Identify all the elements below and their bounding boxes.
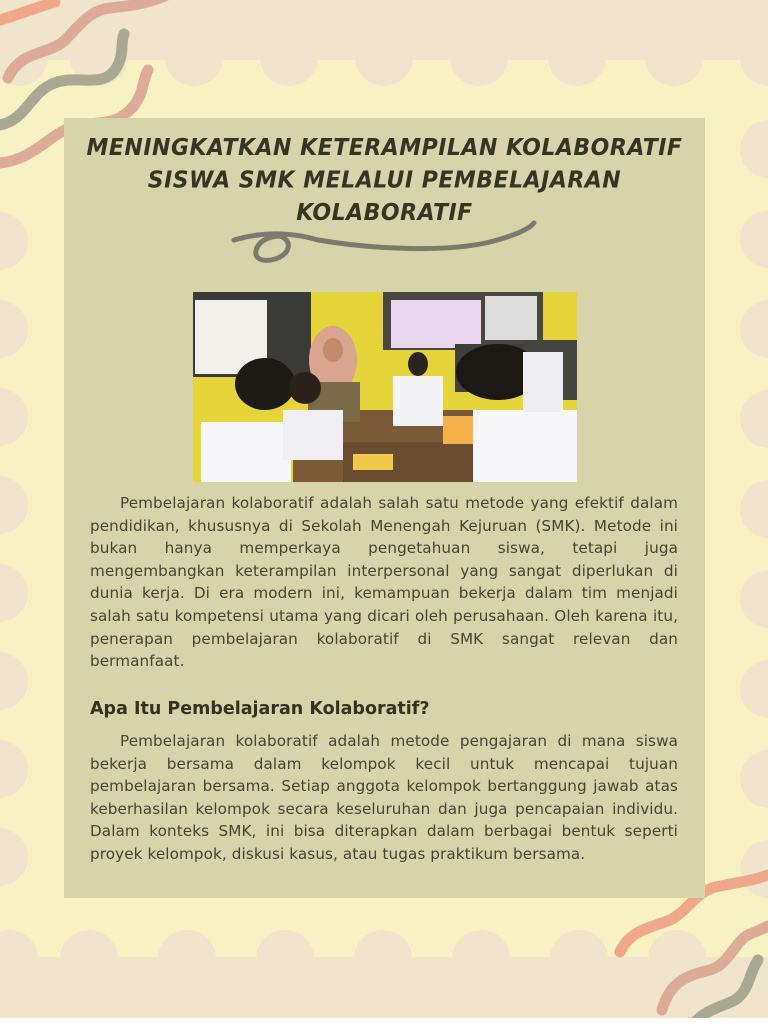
scallop xyxy=(740,120,768,178)
scallop xyxy=(740,660,768,718)
scallop xyxy=(0,300,28,358)
scallop xyxy=(740,750,768,808)
scallop xyxy=(158,930,216,988)
section-paragraph-text: Pembelajaran kolaboratif adalah metode pengajaran di mana siswa bekerja bersama dalam kelompok kecil untuk mencapai tujuan pembelajaran bersama. Setiap anggota kelompok bertanggung jawab atas keberhasilan kelompok secara keseluruhan dan juga pencapaian individu. Dalam konteks SMK, ini bisa diterapkan dalam berbagai bentuk seperti proyek kelompok, diskusi kasus, atau tugas praktikum bersama. xyxy=(90,732,678,863)
scallop xyxy=(0,212,28,270)
intro-paragraph-text: Pembelajaran kolaboratif adalah salah satu metode yang efektif dalam pendidikan, khususnya di Sekolah Menengah Kejuruan (SMK). Metode ini bukan hanya memperkaya pengetahuan siswa, tetapi juga mengembangkan keterampilan interpersonal yang sangat diperlukan di dunia kerja. Di era modern ini, kemampuan bekerja dalam tim menjadi salah satu kompetensi utama yang dicari oleh perusahaan. Oleh karena itu, penerapan pembelajaran kolaboratif di SMK sangat relevan dan bermanfaat. xyxy=(90,494,678,671)
scallop xyxy=(548,28,606,86)
scallop xyxy=(740,300,768,358)
classroom-photo xyxy=(193,292,577,482)
scallop xyxy=(740,210,768,268)
section-heading: Apa Itu Pembelajaran Kolaboratif? xyxy=(90,699,430,719)
title-underline-swoosh-icon xyxy=(228,218,548,270)
document-title xyxy=(64,132,705,230)
scallop xyxy=(355,28,413,86)
classroom-photo-illustration xyxy=(193,292,577,482)
scallop xyxy=(740,390,768,448)
intro-paragraph xyxy=(90,492,678,673)
scallop xyxy=(354,930,412,988)
scallop xyxy=(0,828,28,886)
scallop xyxy=(645,28,703,86)
scallop xyxy=(0,476,28,534)
scallop xyxy=(0,388,28,446)
section-paragraph xyxy=(90,730,678,866)
scallop xyxy=(60,930,118,988)
title-line-1: MENINGKATKAN KETERAMPILAN KOLABORATIF xyxy=(86,134,683,162)
scallop xyxy=(0,652,28,710)
scallop xyxy=(0,564,28,622)
scallop xyxy=(0,740,28,798)
scallop xyxy=(450,28,508,86)
title-line-3: KOLABORATIF xyxy=(296,199,473,227)
scallop xyxy=(452,930,510,988)
scallop xyxy=(740,480,768,538)
title-line-2: SISWA SMK MELALUI PEMBELAJARAN xyxy=(147,167,622,194)
scallop xyxy=(256,930,314,988)
scallop xyxy=(260,28,318,86)
scallop xyxy=(740,570,768,628)
